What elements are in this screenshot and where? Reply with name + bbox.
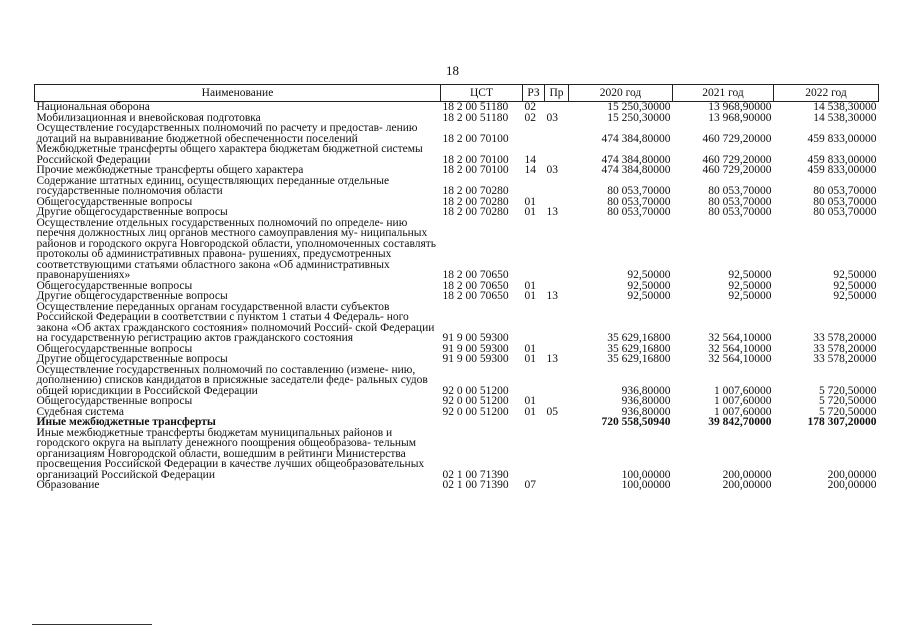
cell-name: Общегосударственные вопросы <box>36 279 193 292</box>
cell-pr: 03 <box>546 111 558 124</box>
cell-cst: 18 2 00 70650 <box>442 290 509 302</box>
table-row <box>35 302 879 344</box>
cell-y2022: 5 720,50000 <box>819 395 877 407</box>
cell-y2020: 100,00000 <box>621 468 671 481</box>
cell-y2020: 92,50000 <box>627 269 671 281</box>
cell-cst: 92 0 00 51200 <box>442 405 509 418</box>
cell-name: Общегосударственные вопросы <box>36 395 193 407</box>
cell-y2020: 35 629,16800 <box>607 342 671 355</box>
cell-y2021: 13 968,90000 <box>708 111 772 124</box>
cell-y2022: 178 307,20000 <box>807 416 877 428</box>
cell-y2021: 92,50000 <box>728 279 772 292</box>
cell-name: Судебная система <box>36 405 124 418</box>
cell-y2021: 460 729,20000 <box>702 164 772 176</box>
header-2022: 2022 год <box>774 85 879 102</box>
cell-y2020: 35 629,16800 <box>607 332 671 344</box>
header-2020: 2020 год <box>569 85 673 102</box>
cell-name: Национальная оборона <box>36 101 150 113</box>
cell-name: Образование <box>36 479 100 491</box>
cell-rz: 02 <box>524 111 536 124</box>
cell-cst: 02 1 00 71390 <box>442 468 509 481</box>
cell-name: Осуществление отдельных государственных полномочий по определе- нию перечня должностных лиц органов местного самоуправления му- ниципальных районов и городского округа Новгородской области, уполномоченных составлять протоколы об административных правона- рушениях, предусмотренных соответствующими статьями областного закона «Об административных правонарушениях» <box>36 216 437 281</box>
cell-cst: 18 2 00 70100 <box>442 153 509 166</box>
cell-y2022: 14 538,30000 <box>813 101 877 113</box>
cell-y2022: 92,50000 <box>833 290 877 302</box>
cell-pr <box>545 144 569 165</box>
cell-name: Другие общегосударственные вопросы <box>36 290 228 302</box>
cell-rz <box>523 176 545 197</box>
cell-y2020: 474 384,80000 <box>601 164 671 176</box>
table-row <box>35 417 879 428</box>
cell-name: Общегосударственные вопросы <box>36 195 193 208</box>
cell-y2020: 474 384,80000 <box>601 132 671 145</box>
cell-cst: 18 2 00 70650 <box>442 279 509 292</box>
cell-rz: 01 <box>524 395 536 407</box>
cell-name: Другие общегосударственные вопросы <box>36 206 228 218</box>
cell-pr <box>545 302 569 344</box>
cell-y2020: 80 053,70000 <box>607 206 671 218</box>
cell-cst: 91 9 00 59300 <box>442 353 509 365</box>
cell-cst: 18 2 00 51180 <box>442 111 509 124</box>
cell-y2021: 92,50000 <box>728 269 772 281</box>
cell-y2020: 35 629,16800 <box>607 353 671 365</box>
cell-rz: 01 <box>524 342 536 355</box>
cell-cst: 92 0 00 51200 <box>442 395 509 407</box>
cell-y2020: 474 384,80000 <box>601 153 671 166</box>
cell-rz: 01 <box>524 206 536 218</box>
cell-rz: 01 <box>524 290 536 302</box>
cell-y2020: 92,50000 <box>627 279 671 292</box>
cell-y2020: 80 053,70000 <box>607 185 671 197</box>
table-row <box>35 218 879 281</box>
cell-name: Другие общегосударственные вопросы <box>36 353 228 365</box>
cell-y2020: 15 250,30000 <box>607 101 671 113</box>
table-row <box>35 144 879 165</box>
cell-name: Осуществление переданных органам государственной власти субъектов Российской Федерации в соответствии с пунктом 1 статьи 4 Федераль- ного закона «Об актах гражданского состояния» полномочий Россий- ской Федерации на государственную регистрацию актов гражданского состояния <box>36 300 435 344</box>
cell-name: Осуществление государственных полномочий по расчету и предостав- лению дотаций на выравнивание бюджетной обеспеченности поселений <box>36 122 418 145</box>
cell-y2022: 200,00000 <box>827 468 877 481</box>
cell-cst: 18 2 00 70280 <box>442 195 509 208</box>
cell-cst: 18 2 00 70100 <box>442 164 509 176</box>
cell-y2022: 33 578,20000 <box>813 342 877 355</box>
footnote-rule <box>32 624 152 625</box>
table-row <box>35 291 879 302</box>
header-pr: Пр <box>545 85 569 102</box>
cell-cst: 02 1 00 71390 <box>442 479 509 491</box>
cell-cst: 18 2 00 70650 <box>442 269 509 281</box>
cell-y2021: 32 564,10000 <box>708 342 772 355</box>
header-rz: РЗ <box>523 85 545 102</box>
cell-y2021: 80 053,70000 <box>708 185 772 197</box>
cell-y2022: 459 833,00000 <box>807 164 877 176</box>
cell-y2020: 92,50000 <box>627 290 671 302</box>
cell-rz: 01 <box>524 279 536 292</box>
cell-cst: 18 2 00 70100 <box>442 132 509 145</box>
table-row <box>35 396 879 407</box>
cell-rz: 07 <box>524 479 536 491</box>
cell-cst: 92 0 00 51200 <box>442 384 509 397</box>
table-row <box>35 207 879 218</box>
cell-y2021: 92,50000 <box>728 290 772 302</box>
cell-y2021: 200,00000 <box>722 479 772 491</box>
cell-y2021: 32 564,10000 <box>708 332 772 344</box>
cell-y2021: 13 968,90000 <box>708 101 772 113</box>
cell-rz: 02 <box>524 101 536 113</box>
cell-y2020: 720 558,50940 <box>601 416 671 428</box>
cell-pr <box>545 176 569 197</box>
cell-y2022: 5 720,50000 <box>819 405 877 418</box>
cell-rz: 14 <box>524 153 536 166</box>
cell-y2021: 1 007,60000 <box>714 395 772 407</box>
cell-pr <box>545 365 569 397</box>
table-row <box>35 102 879 113</box>
cell-y2020: 936,80000 <box>621 405 671 418</box>
cell-rz <box>523 428 545 481</box>
cell-y2021: 460 729,20000 <box>702 153 772 166</box>
cell-cst: 18 2 00 51180 <box>442 101 509 113</box>
cell-pr <box>545 218 569 281</box>
cell-pr <box>545 396 569 407</box>
cell-y2021: 460 729,20000 <box>702 132 772 145</box>
cell-y2021: 80 053,70000 <box>708 195 772 208</box>
cell-pr: 03 <box>546 164 558 176</box>
cell-y2022: 459 833,00000 <box>807 153 877 166</box>
cell-cst: 91 9 00 59300 <box>442 332 509 344</box>
cell-pr: 13 <box>546 290 558 302</box>
budget-table <box>34 84 879 491</box>
cell-y2021: 32 564,10000 <box>708 353 772 365</box>
cell-cst: 18 2 00 70280 <box>442 185 509 197</box>
cell-rz: 01 <box>524 353 536 365</box>
cell-name: Мобилизационная и вневойсковая подготовка <box>36 111 261 124</box>
cell-y2022: 80 053,70000 <box>813 185 877 197</box>
table-row <box>35 123 879 144</box>
cell-rz <box>523 302 545 344</box>
cell-y2022: 33 578,20000 <box>813 353 877 365</box>
cell-pr: 13 <box>546 206 558 218</box>
table-row <box>35 480 879 491</box>
table-header-row <box>35 85 879 102</box>
cell-rz <box>523 365 545 397</box>
cell-pr <box>545 428 569 481</box>
cell-y2022: 92,50000 <box>833 279 877 292</box>
cell-rz <box>523 123 545 144</box>
table-body <box>35 102 879 491</box>
cell-y2021: 1 007,60000 <box>714 384 772 397</box>
cell-y2021: 80 053,70000 <box>708 206 772 218</box>
cell-pr <box>545 123 569 144</box>
cell-y2020: 15 250,30000 <box>607 111 671 124</box>
header-2021: 2021 год <box>673 85 774 102</box>
cell-rz: 01 <box>524 195 536 208</box>
cell-y2020: 80 053,70000 <box>607 195 671 208</box>
header-cst: ЦСТ <box>441 85 523 102</box>
cell-name: Межбюджетные трансферты общего характера бюджетам бюджетной системы Российской Федерации <box>36 143 423 166</box>
cell-rz: 01 <box>524 405 536 418</box>
cell-y2021: 39 842,70000 <box>708 416 772 428</box>
cell-cst: 18 2 00 70280 <box>442 206 509 218</box>
cell-pr <box>545 417 569 428</box>
cell-y2021: 200,00000 <box>722 468 772 481</box>
cell-y2022: 14 538,30000 <box>813 111 877 124</box>
cell-name: Осуществление государственных полномочий по составлению (измене- нию, дополнению) списков кандидатов в присяжные заседатели феде- ральных судов общей юрисдикции в Российской Федерации <box>36 363 428 397</box>
cell-name: Иные межбюджетные трансферты бюджетам муниципальных районов и городского округа на выплату денежного поощрения общеобразова- тельным организациям Новгородской области, вошедшим в рейтинги Министерства просвещения Российской Федерации в качестве лучших общеобразовательных организаций Российской Федерации <box>36 426 425 481</box>
cell-pr: 13 <box>546 353 558 365</box>
cell-y2020: 936,80000 <box>621 395 671 407</box>
cell-name: Прочие межбюджетные трансферты общего характера <box>36 164 304 176</box>
table-row <box>35 365 879 397</box>
cell-y2022: 80 053,70000 <box>813 206 877 218</box>
cell-cst: 91 9 00 59300 <box>442 342 509 355</box>
cell-y2022: 200,00000 <box>827 479 877 491</box>
cell-y2022: 33 578,20000 <box>813 332 877 344</box>
page-number: 18 <box>446 63 459 78</box>
cell-y2020: 936,80000 <box>621 384 671 397</box>
cell-y2020: 100,00000 <box>621 479 671 491</box>
cell-rz <box>523 218 545 281</box>
cell-y2022: 459 833,00000 <box>807 132 877 145</box>
header-name: Наименование <box>35 85 441 102</box>
cell-pr <box>545 480 569 491</box>
table-row <box>35 354 879 365</box>
cell-pr: 05 <box>546 405 558 418</box>
cell-name: Иные межбюджетные трансферты <box>36 416 216 428</box>
cell-y2022: 92,50000 <box>833 269 877 281</box>
cell-y2022: 5 720,50000 <box>819 384 877 397</box>
table-row <box>35 165 879 176</box>
cell-y2022: 80 053,70000 <box>813 195 877 208</box>
cell-name: Содержание штатных единиц, осуществляющих переданные отдельные государственные полномочия области <box>36 174 390 197</box>
table-row <box>35 176 879 197</box>
cell-y2021: 1 007,60000 <box>714 405 772 418</box>
cell-cst <box>441 417 523 428</box>
cell-name: Общегосударственные вопросы <box>36 342 193 355</box>
cell-rz: 14 <box>524 164 536 176</box>
table-row <box>35 428 879 481</box>
cell-pr <box>545 102 569 113</box>
cell-rz <box>523 417 545 428</box>
